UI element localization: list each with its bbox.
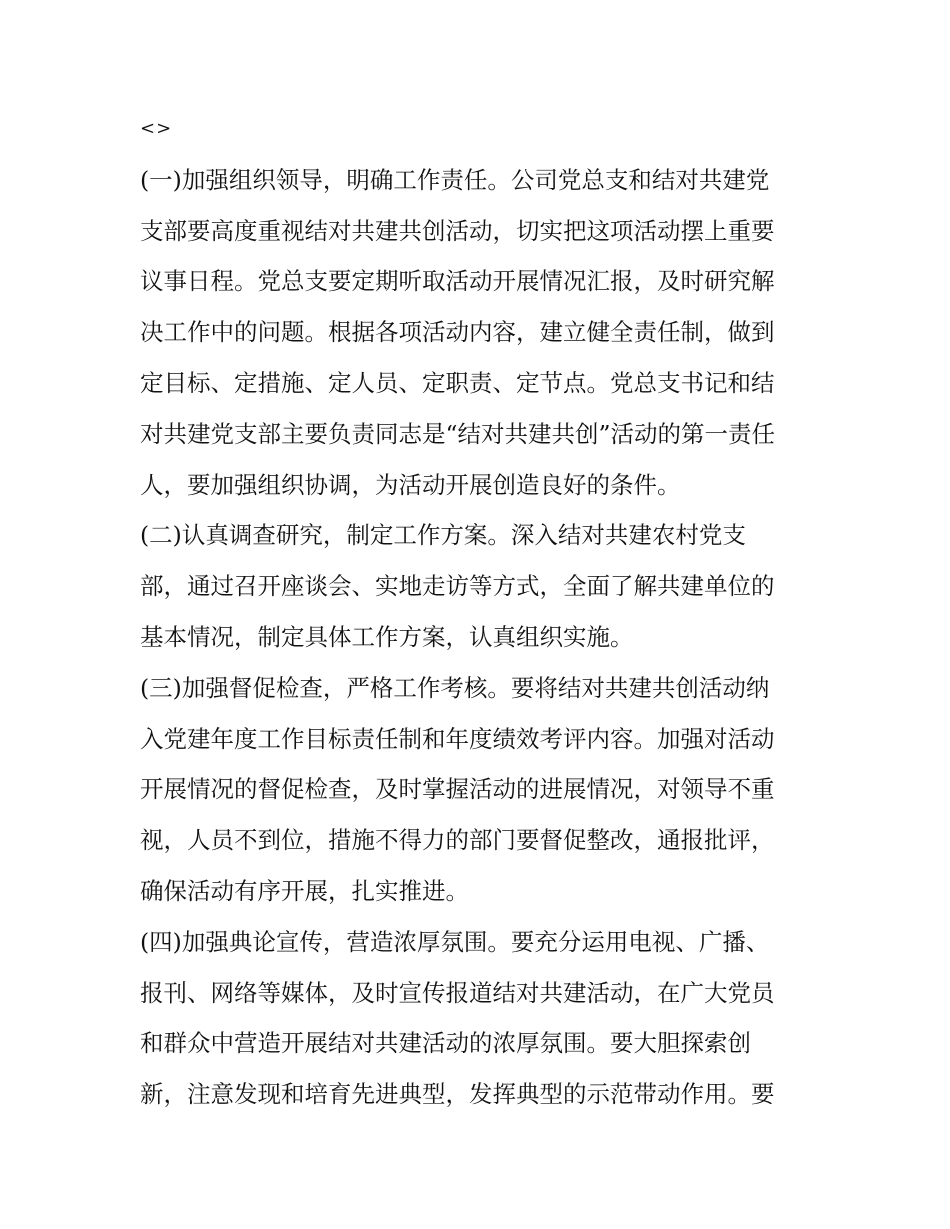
document-body [140, 104, 820, 1120]
text-line: 入党建年度工作目标责任制和年度绩效考评内容。加强对活动 [140, 724, 775, 753]
text-line: 定目标、定措施、定人员、定职责、定节点。党总支书记和结 [140, 368, 775, 397]
section-marker: <> [140, 118, 173, 139]
text-line: 开展情况的督促检查，及时掌握活动的进展情况，对领导不重 [140, 775, 775, 804]
text-line: 报刊、网络等媒体，及时宣传报道结对共建活动，在广大党员 [140, 978, 775, 1007]
text-line: 视，人员不到位，措施不得力的部门要督促整改，通报批评， [140, 826, 775, 855]
text-line: (二)认真调查研究，制定工作方案。深入结对共建农村党支 [140, 521, 746, 550]
text-line: 议事日程。党总支要定期听取活动开展情况汇报，及时研究解 [140, 267, 775, 296]
text-line: 新，注意发现和培育先进典型，发挥典型的示范带动作用。要 [140, 1080, 775, 1109]
text-line: 人，要加强组织协调，为活动开展创造良好的条件。 [140, 470, 681, 499]
text-line: (四)加强典论宣传，营造浓厚氛围。要充分运用电视、广播、 [140, 927, 770, 956]
text-line: 基本情况，制定具体工作方案，认真组织实施。 [140, 622, 634, 651]
text-line: (一)加强组织领导，明确工作责任。公司党总支和结对共建党 [140, 165, 770, 194]
text-line: 对共建党支部主要负责同志是“结对共建共创”活动的第一责任 [140, 419, 776, 448]
text-line: (三)加强督促检查，严格工作考核。要将结对共建共创活动纳 [140, 673, 770, 702]
text-line: 和群众中营造开展结对共建活动的浓厚氛围。要大胆探索创 [140, 1029, 751, 1058]
text-line: 部，通过召开座谈会、实地走访等方式，全面了解共建单位的 [140, 572, 775, 601]
text-line: 决工作中的问题。根据各项活动内容，建立健全责任制，做到 [140, 318, 775, 347]
text-line: 确保活动有序开展，扎实推进。 [140, 876, 469, 905]
text-line: 支部要高度重视结对共建共创活动，切实把这项活动摆上重要 [140, 216, 775, 245]
